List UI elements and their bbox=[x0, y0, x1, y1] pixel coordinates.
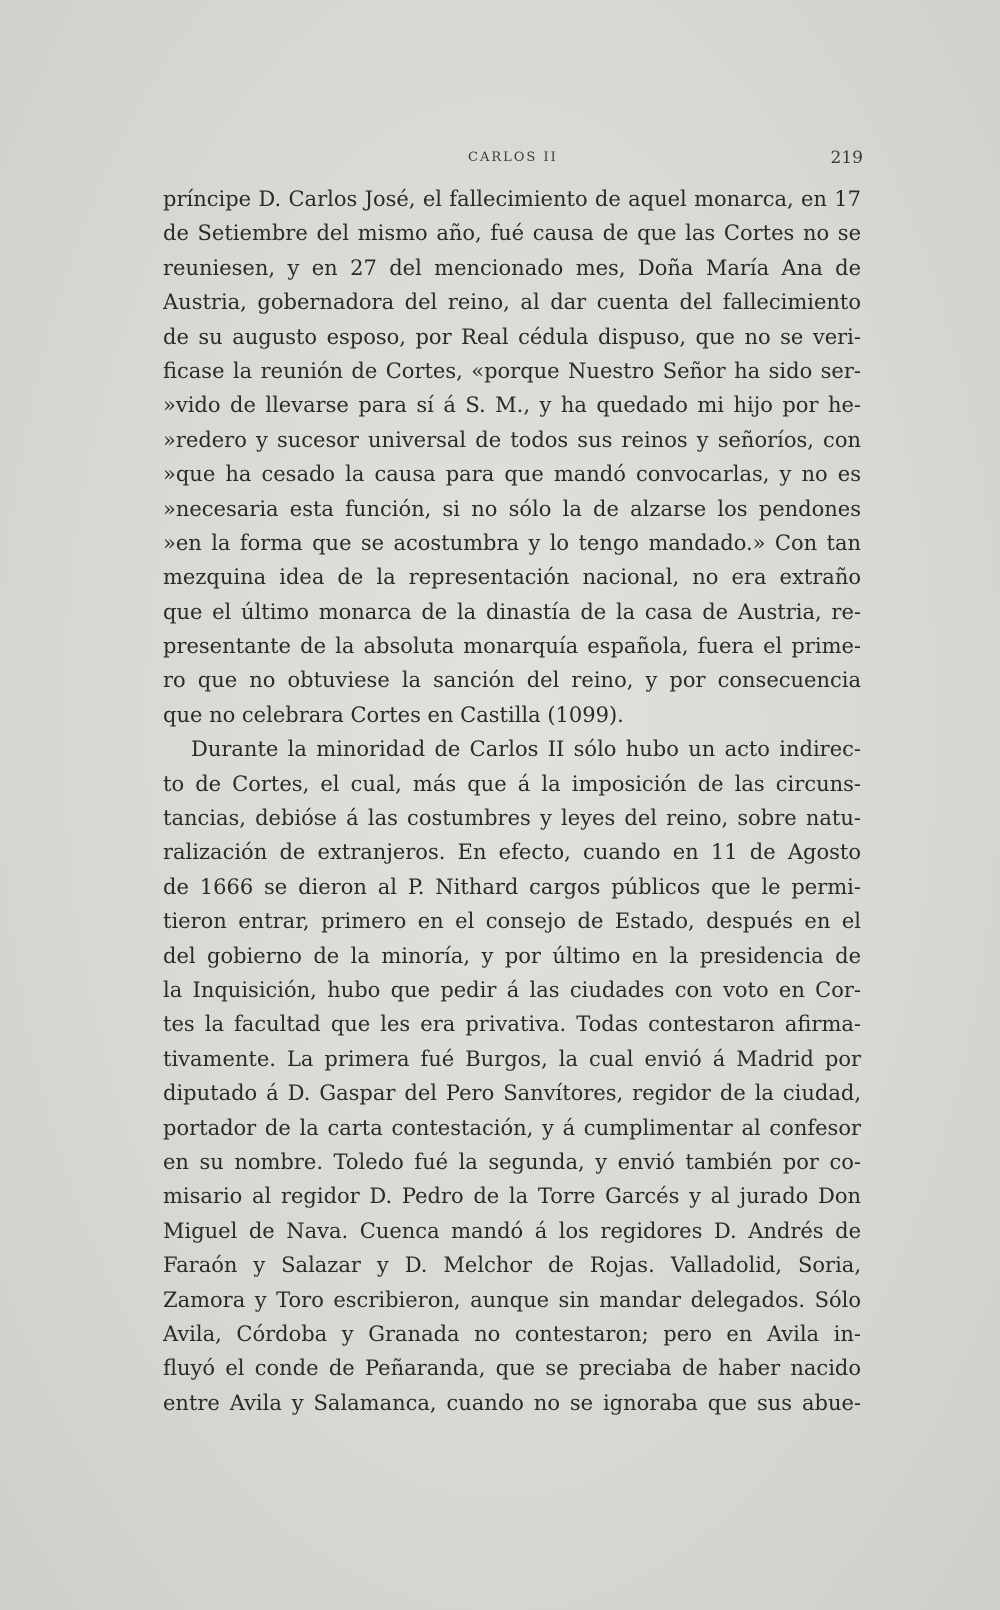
text-line: Zamora y Toro escribieron, aunque sin mandar delegados. Sólo bbox=[163, 1287, 861, 1312]
text-line: la Inquisición, hubo que pedir á las ciudades con voto en Cor- bbox=[163, 977, 861, 1002]
text-line: Austria, gobernadora del reino, al dar cuenta del fallecimiento bbox=[163, 290, 861, 315]
text-line: de 1666 se dieron al P. Nithard cargos públicos que le permi- bbox=[163, 874, 861, 899]
text-line: que el último monarca de la dinastía de la casa de Austria, re- bbox=[163, 599, 861, 624]
text-line: entre Avila y Salamanca, cuando no se ignoraba que sus abue- bbox=[163, 1390, 861, 1415]
text-line: Miguel de Nava. Cuenca mandó á los regidores D. Andrés de bbox=[163, 1218, 861, 1243]
text-line: fluyó el conde de Peñaranda, que se preciaba de haber nacido bbox=[163, 1356, 861, 1381]
text-line: ralización de extranjeros. En efecto, cuando en 11 de Agosto bbox=[163, 840, 861, 865]
text-line: de Setiembre del mismo año, fué causa de que las Cortes no se bbox=[163, 221, 861, 246]
text-line: príncipe D. Carlos José, el fallecimiento de aquel monarca, en 17 bbox=[163, 187, 861, 211]
text-line: »redero y sucesor universal de todos sus reinos y señoríos, con bbox=[163, 427, 861, 452]
text-line: »que ha cesado la causa para que mandó convocarlas, y no es bbox=[163, 462, 861, 487]
text-line: Avila, Córdoba y Granada no contestaron; pero en Avila in- bbox=[163, 1321, 861, 1346]
text-line: tivamente. La primera fué Burgos, la cual envió á Madrid por bbox=[163, 1046, 861, 1071]
text-line: ficase la reunión de Cortes, «porque Nuestro Señor ha sido ser- bbox=[163, 358, 861, 383]
text-line: de su augusto esposo, por Real cédula dispuso, que no se veri- bbox=[163, 324, 861, 349]
text-line: to de Cortes, el cual, más que á la imposición de las circuns- bbox=[163, 771, 861, 796]
text-line: portador de la carta contestación, y á cumplimentar al confesor bbox=[163, 1115, 861, 1140]
text-line: Faraón y Salazar y D. Melchor de Rojas. Valladolid, Soria, bbox=[163, 1253, 861, 1278]
running-head bbox=[163, 150, 863, 174]
text-line: mezquina idea de la representación nacional, no era extraño bbox=[163, 565, 861, 590]
text-line: »vido de llevarse para sí á S. M., y ha quedado mi hijo por he- bbox=[163, 393, 861, 418]
body-text bbox=[163, 182, 861, 1420]
text-line: reuniesen, y en 27 del mencionado mes, Doña María Ana de bbox=[163, 255, 861, 280]
text-line: tancias, debióse á las costumbres y leyes del reino, sobre natu- bbox=[163, 806, 861, 831]
text-line: Durante la minoridad de Carlos II sólo hubo un acto indirec- bbox=[191, 737, 861, 762]
text-line: que no celebrara Cortes en Castilla (1099). bbox=[163, 702, 624, 727]
text-line: del gobierno de la minoría, y por último en la presidencia de bbox=[163, 943, 861, 968]
text-line: tes la facultad que les era privativa. Todas contestaron afirma- bbox=[163, 1012, 861, 1037]
running-title: CARLOS II bbox=[468, 150, 558, 165]
text-line: »necesaria esta función, si no sólo la de alzarse los pendones bbox=[163, 496, 861, 521]
text-line: en su nombre. Toledo fué la segunda, y envió también por co- bbox=[163, 1149, 861, 1174]
text-line: misario al regidor D. Pedro de la Torre Garcés y al jurado Don bbox=[163, 1184, 861, 1209]
text-line: presentante de la absoluta monarquía española, fuera el prime- bbox=[163, 634, 861, 659]
text-line: ro que no obtuviese la sanción del reino, y por consecuencia bbox=[163, 668, 861, 693]
page-number: 219 bbox=[830, 148, 863, 168]
text-line: tieron entrar, primero en el consejo de Estado, después en el bbox=[163, 909, 861, 934]
text-line: »en la forma que se acostumbra y lo tengo mandado.» Con tan bbox=[163, 530, 861, 555]
text-line: diputado á D. Gaspar del Pero Sanvítores, regidor de la ciudad, bbox=[163, 1081, 861, 1106]
